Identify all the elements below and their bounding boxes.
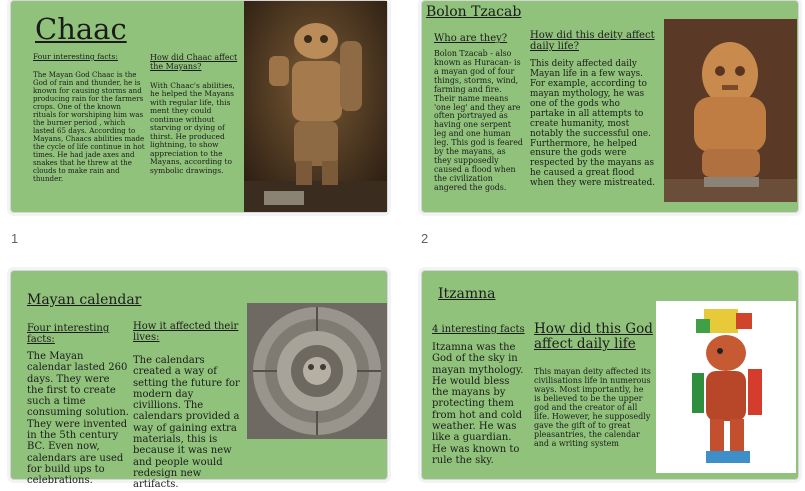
- column-heading: Four interesting facts:: [27, 323, 110, 346]
- slide-thumbnail-4[interactable]: [421, 270, 799, 480]
- column-body: The Mayan calendar lasted 260 days. They were the first to create such a time consuming solution. They were invented in the 5th century BC. Even now, calendars are used for build ups to celebrations.: [27, 351, 129, 487]
- column-body: This deity affected daily Mayan life in a few ways. For example, according to mayan mythology, he was one of the gods who partake in all attempts to create humanity, most notably the successful one. Furthermore, he helped ensure the gods were respected by the mayans as he caused a great flood when they were mistreated.: [530, 59, 656, 189]
- slide-title: Bolon Tzacab: [426, 4, 522, 20]
- column-heading: Who are they?: [434, 33, 508, 44]
- slide-title: Chaac: [35, 12, 127, 46]
- slide-title: Itzamna: [438, 286, 496, 302]
- slide-number: 2: [421, 231, 429, 246]
- column-body: Bolon Tzacab - also known as Huracan- is a mayan god of four things, storms, wind, farming and fire. Their name means 'one leg' and they are often portrayed as having one serpent leg and one human leg. This god is feared by the mayans, as they supposedly caused a flood when the civilization angered the gods.: [434, 49, 523, 192]
- column-heading: How did this deity affect daily life?: [530, 30, 655, 53]
- column-body: The calendars created a way of setting the future for modern day civillions. The calendars provided a way of gaining extra materials, this is because it was new and people would redesign new artifacts.: [133, 355, 240, 491]
- slide-title: Mayan calendar: [27, 292, 142, 308]
- column-body: The Mayan God Chaac is the God of rain and thunder, he is known for causing storms and producing rain for the farmers crops. One of the known rituals for worshiping him was the burner period , which lasted 65 days. According to Mayans, Chaacs abilities made the cycle of life continue in hot times. He had jade axes and snakes that he threw at the clouds to make rain and thunder.: [33, 70, 145, 184]
- slide-thumbnail-2[interactable]: [421, 0, 799, 213]
- chaac-statue-photo: [244, 1, 387, 212]
- column-body: This mayan deity affected its civilisations life in numerous ways. Most importantly, he is believed to be the upper god and the creator of all life. However, he supposedly gave the gift of to great pleasantries, the calendar and a writing system: [534, 367, 651, 449]
- slide-thumbnail-3[interactable]: [10, 270, 388, 491]
- column-heading: How it affected their lives:: [133, 321, 239, 344]
- stone-calendar-photo: [247, 303, 387, 439]
- clay-figure-photo: [664, 19, 797, 202]
- column-heading: How did Chaac affect the Mayans?: [150, 53, 238, 72]
- column-heading: How did this God affect daily life: [534, 321, 653, 353]
- column-body: Itzamna was the God of the sky in mayan mythology. He would bless the mayans by protecting them from hot and cold weather. He was like a guardian. He was known to rule the sky.: [432, 342, 524, 466]
- slide-thumbnail-1[interactable]: [10, 0, 388, 213]
- codex-deity-drawing: [656, 301, 796, 473]
- column-heading: Four interesting facts:: [33, 52, 118, 61]
- column-heading: 4 interesting facts: [432, 324, 525, 335]
- slide-number: 1: [11, 231, 19, 246]
- column-body: With Chaac's abilities, he helped the Mayans with regular life, this ment they could continue without starving or dying of thirst. He produced lightning, to show appreciation to the Mayans, according to symbolic drawings.: [150, 81, 235, 175]
